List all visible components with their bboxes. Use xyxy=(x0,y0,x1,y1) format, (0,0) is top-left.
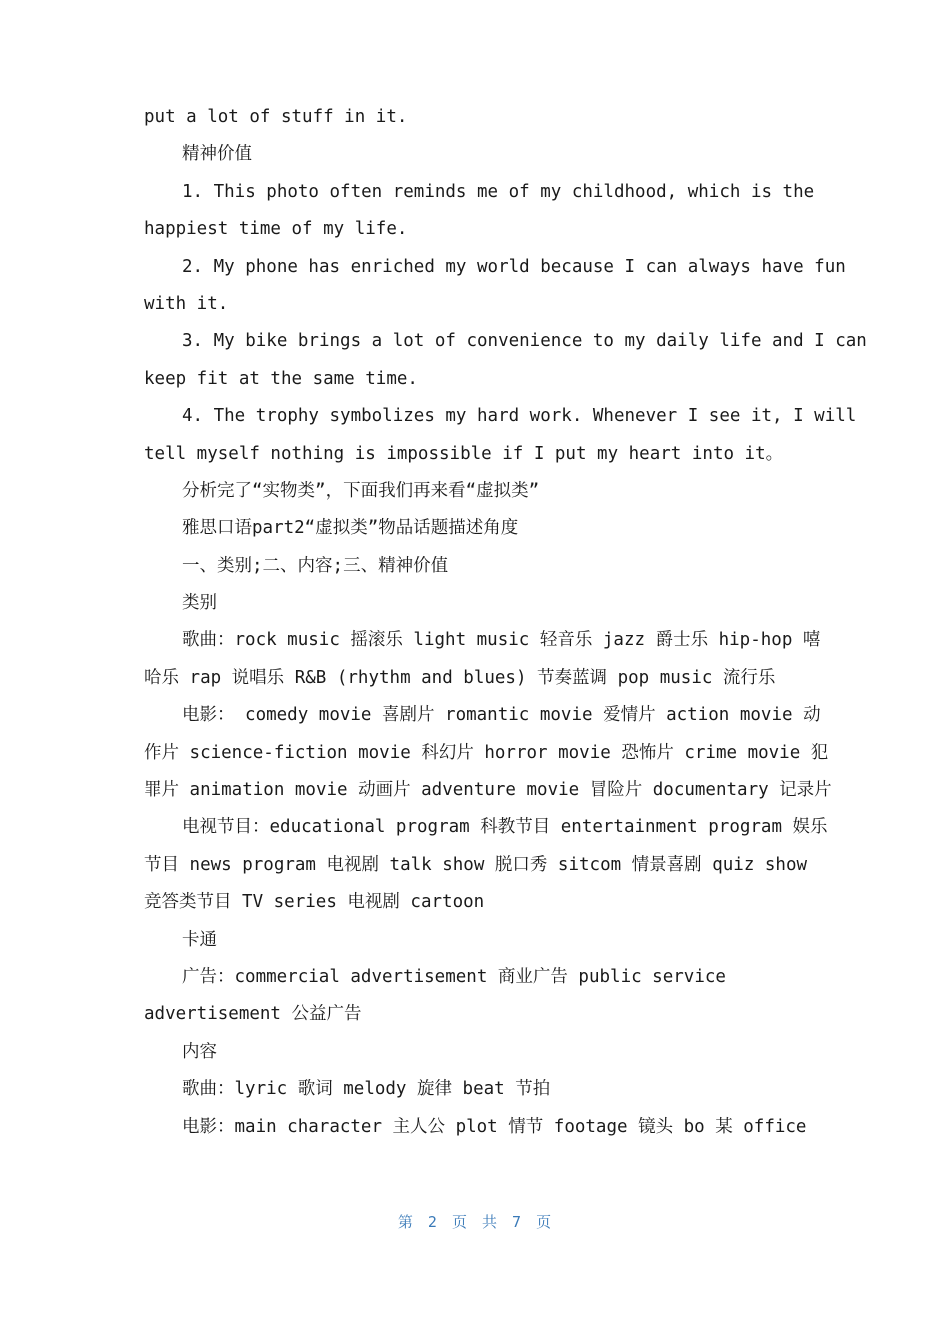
text-line: with it. xyxy=(144,293,229,314)
text-line: 电影：main character 主人公 plot 情节 footage 镜头 bo 某 office xyxy=(182,1116,807,1137)
text-line: 竞答类节目 TV series 电视剧 cartoon xyxy=(144,892,485,913)
text-line: 卡通 xyxy=(182,929,217,950)
text-line: 哈乐 rap 说唱乐 R&B (rhythm and blues) 节奏蓝调 pop music 流行乐 xyxy=(144,667,776,688)
text-line: 3. My bike brings a lot of convenience to my daily life and I can xyxy=(182,331,867,352)
text-line: happiest time of my life. xyxy=(144,219,408,240)
text-line: advertisement 公益广告 xyxy=(144,1004,362,1025)
text-line: tell myself nothing is impossible if I put my heart into it。 xyxy=(144,443,784,464)
text-line: 4. The trophy symbolizes my hard work. Whenever I see it, I will xyxy=(182,406,857,427)
page-footer: 第 2 页 共 7 页 xyxy=(397,1213,553,1231)
text-line: 作片 science-fiction movie 科幻片 horror movie 恐怖片 crime movie 犯 xyxy=(144,742,829,763)
page-body xyxy=(144,99,867,1146)
text-line: put a lot of stuff in it. xyxy=(144,107,408,127)
text-line: 1. This photo often reminds me of my childhood, which is the xyxy=(182,181,815,202)
text-line: 精神价值 xyxy=(182,144,252,165)
text-line: 广告：commercial advertisement 商业广告 public service xyxy=(182,966,726,987)
text-line: 分析完了“实物类”，下面我们再来看“虚拟类” xyxy=(182,480,540,501)
text-line: 歌曲：lyric 歌词 melody 旋律 beat 节拍 xyxy=(182,1079,551,1100)
text-line: 雅思口语part2“虚拟类”物品话题描述角度 xyxy=(182,518,519,539)
text-line: 歌曲：rock music 摇滚乐 light music 轻音乐 jazz 爵士乐 hip-hop 嘻 xyxy=(182,630,821,651)
text-line: 2. My phone has enriched my world because I can always have fun xyxy=(182,256,846,277)
text-line: 一、类别;二、内容;三、精神价值 xyxy=(182,555,449,576)
text-line: 节目 news program 电视剧 talk show 脱口秀 sitcom 情景喜剧 quiz show xyxy=(144,854,808,875)
text-line: 电视节目：educational program 科教节目 entertainment program 娱乐 xyxy=(182,817,828,838)
text-line: 罪片 animation movie 动画片 adventure movie 冒险片 documentary 记录片 xyxy=(144,780,832,801)
section-heading: 类别 xyxy=(182,593,217,614)
text-line: 电影： comedy movie 喜剧片 romantic movie 爱情片 action movie 动 xyxy=(182,705,821,726)
section-heading: 内容 xyxy=(182,1041,217,1062)
text-line: keep fit at the same time. xyxy=(144,368,418,389)
